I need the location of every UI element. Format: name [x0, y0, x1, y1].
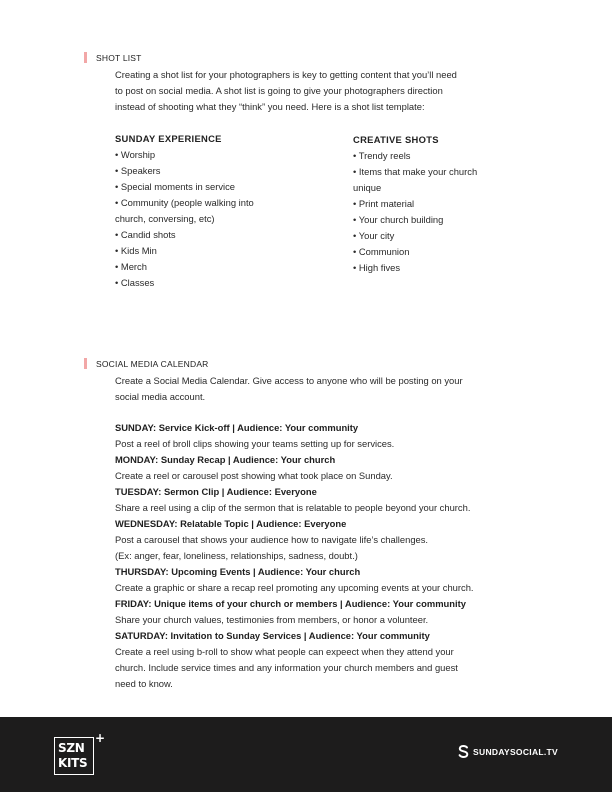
wednesday-description: (Ex: anger, fear, loneliness, relationships, sadness, doubt.) [115, 550, 358, 561]
list-item: • Speakers [115, 163, 315, 179]
intro-line: instead of shooting what they “think” you need. Here is a shot list template: [115, 101, 425, 112]
list-item: • Merch [115, 259, 315, 275]
brand-text: SUNDAYSOCIAL.TV [473, 746, 558, 757]
intro-line: to post on social media. A shot list is going to give your photographers direction [115, 85, 443, 96]
list-item: • Items that make your church [353, 164, 523, 180]
creative-shots-column [353, 132, 523, 276]
list-item: • Print material [353, 196, 523, 212]
calendar-heading [84, 358, 209, 369]
list-item: • Community (people walking into [115, 195, 315, 211]
friday-heading: FRIDAY: Unique items of your church or members | Audience: Your community [115, 598, 466, 609]
tuesday-heading: TUESDAY: Sermon Clip | Audience: Everyone [115, 486, 317, 497]
tuesday-description: Share a reel using a clip of the sermon that is relatable to people beyond your church. [115, 502, 471, 513]
shot-list-heading [84, 52, 142, 63]
creative-list [353, 148, 523, 276]
list-item: • Special moments in service [115, 179, 315, 195]
list-item: • Your city [353, 228, 523, 244]
accent-bar [84, 52, 87, 63]
list-item: • Communion [353, 244, 523, 260]
section-title: SOCIAL MEDIA CALENDAR [96, 358, 209, 369]
saturday-description: need to know. [115, 678, 173, 689]
wednesday-description: Post a carousel that shows your audience how to navigate life’s challenges. [115, 534, 429, 545]
column-title: SUNDAY EXPERIENCE [115, 133, 222, 144]
list-item: • Worship [115, 147, 315, 163]
sunday-description: Post a reel of broll clips showing your teams setting up for services. [115, 438, 395, 449]
list-item: • Classes [115, 275, 315, 291]
monday-description: Create a reel or carousel post showing what took place on Sunday. [115, 470, 393, 481]
accent-bar [84, 358, 87, 369]
section-title: SHOT LIST [96, 52, 142, 63]
saturday-description: church. Include service times and any information your church members and guest [115, 662, 458, 673]
thursday-description: Create a graphic or share a recap reel promoting any upcoming events at your church. [115, 582, 474, 593]
plus-icon: + [95, 731, 106, 745]
monday-heading: MONDAY: Sunday Recap | Audience: Your church [115, 454, 336, 465]
calendar-schedule [115, 420, 545, 692]
calendar-intro [115, 373, 540, 405]
logo-line: KITS [58, 756, 88, 770]
sunday-list [115, 147, 315, 291]
list-item: • Trendy reels [353, 148, 523, 164]
s-logo-icon [458, 745, 469, 758]
logo-line: SZN [58, 741, 85, 755]
list-item-continued: unique [353, 182, 382, 193]
thursday-heading: THURSDAY: Upcoming Events | Audience: Your church [115, 566, 361, 577]
list-item: • Kids Min [115, 243, 315, 259]
sunday-heading: SUNDAY: Service Kick-off | Audience: Your community [115, 422, 359, 433]
column-title: CREATIVE SHOTS [353, 134, 439, 145]
list-item: • Your church building [353, 212, 523, 228]
friday-description: Share your church values, testimonies from members, or honor a volunteer. [115, 614, 429, 625]
intro-line: Create a Social Media Calendar. Give access to anyone who will be posting on your [115, 375, 463, 386]
list-item: • Candid shots [115, 227, 315, 243]
intro-line: Creating a shot list for your photographers is key to getting content that you’ll need [115, 69, 457, 80]
footer [0, 717, 612, 792]
saturday-heading: SATURDAY: Invitation to Sunday Services | Audience: Your community [115, 630, 430, 641]
intro-line: social media account. [115, 391, 206, 402]
brand-link[interactable] [458, 745, 558, 758]
list-item-continued: church, conversing, etc) [115, 213, 215, 224]
saturday-description: Create a reel using b-roll to show what people can expeect when they attend your [115, 646, 454, 657]
list-item: • High fives [353, 260, 523, 276]
sunday-experience-column [115, 131, 315, 291]
shot-list-intro [115, 67, 540, 115]
szn-kits-logo[interactable] [54, 731, 106, 775]
wednesday-heading: WEDNESDAY: Relatable Topic | Audience: Everyone [115, 518, 347, 529]
